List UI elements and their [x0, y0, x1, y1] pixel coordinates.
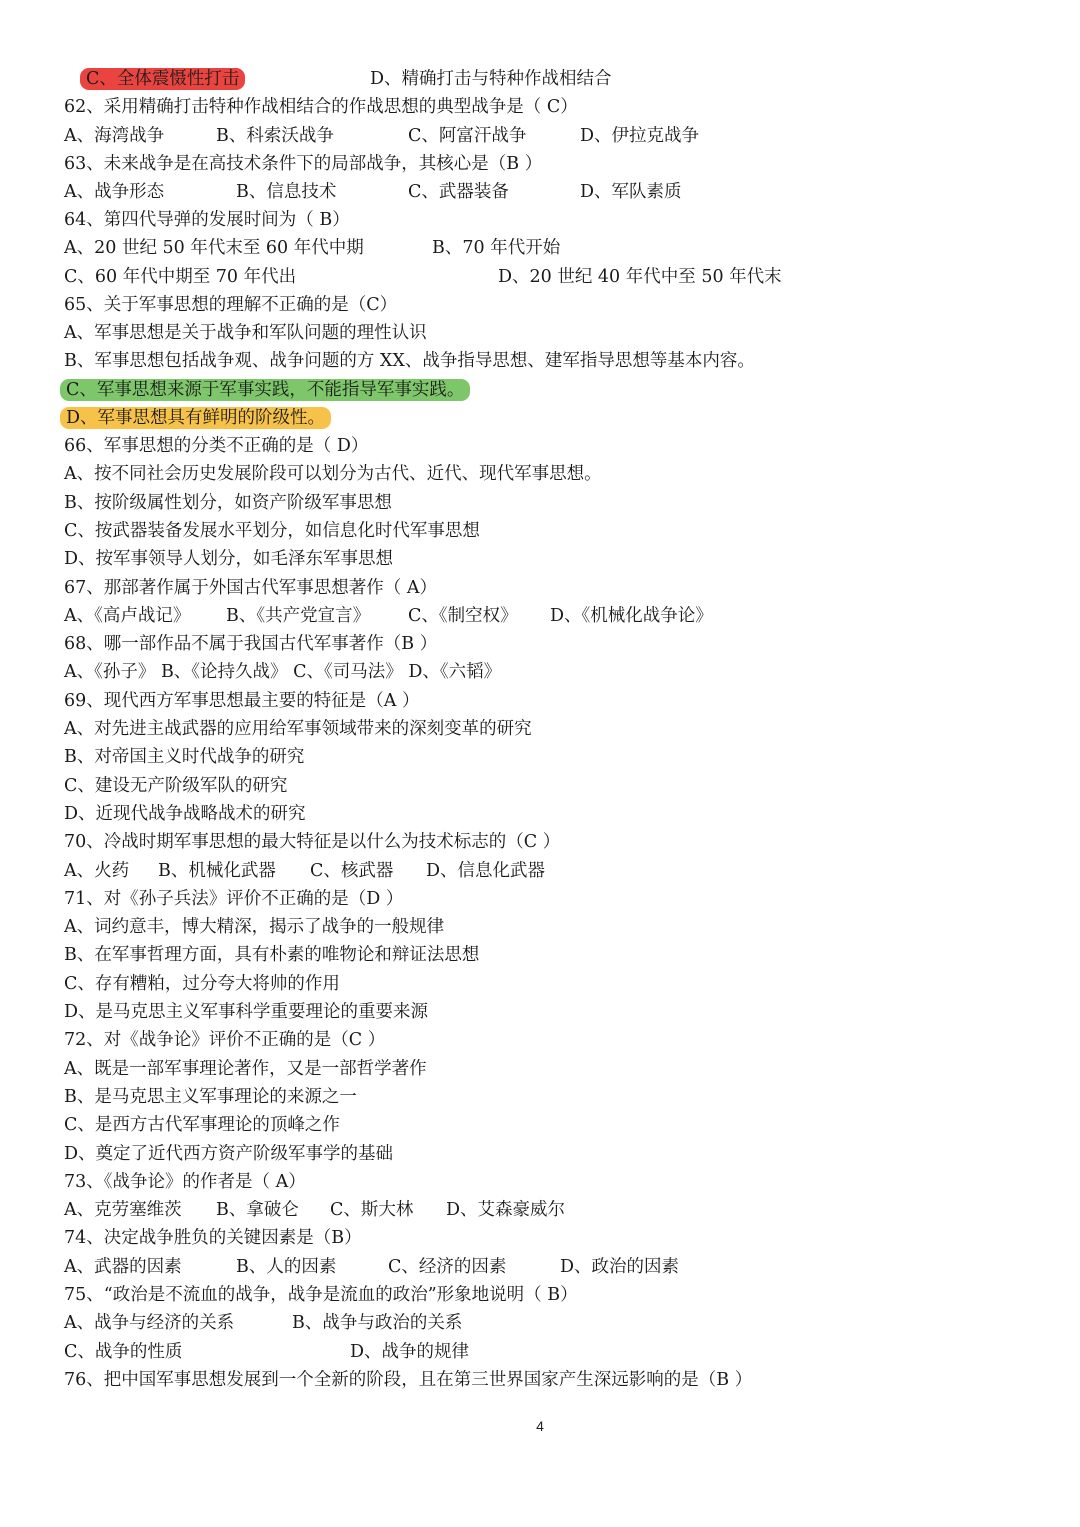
option-text: A、对先进主战武器的应用给军事领域带来的深刻变革的研究: [64, 719, 532, 739]
option-line: [64, 489, 392, 517]
question-text: 75、“政治是不流血的战争，战争是流血的政治”形象地说明（ B）: [64, 1285, 578, 1305]
option-line: [64, 65, 612, 93]
option-text: B、70 年代开始: [432, 238, 561, 258]
option-line: [64, 715, 532, 743]
option-text: A、军事思想是关于战争和军队问题的理性认识: [64, 323, 427, 343]
option-text: D、精确打击与特种作战相结合: [370, 69, 612, 89]
question-line: [64, 291, 398, 319]
option-line: [64, 1338, 470, 1366]
option-text: D、按军事领导人划分，如毛泽东军事思想: [64, 549, 394, 569]
option-text: B、科索沃战争: [216, 126, 334, 146]
option-text: D、军队素质: [580, 182, 682, 202]
option-text: C、建设无产阶级军队的研究: [64, 776, 288, 796]
option-line: [64, 263, 782, 291]
option-line: [64, 122, 700, 150]
option-text: A、战争与经济的关系: [64, 1313, 235, 1333]
option-text: A、克劳塞维茨: [64, 1200, 182, 1220]
option-text: B、军事思想包括战争观、战争问题的方 XX、战争指导思想、建军指导思想等基本内容。: [64, 351, 755, 371]
option-text: C、是西方古代军事理论的顶峰之作: [64, 1115, 340, 1135]
option-line: [64, 941, 480, 969]
question-text: 76、把中国军事思想发展到一个全新的阶段，且在第三世界国家产生深远影响的是（B ）: [64, 1370, 753, 1390]
option-text: C、存有糟粕，过分夸大将帅的作用: [64, 974, 340, 994]
option-text: A、《高卢战记》: [64, 606, 191, 626]
question-line: [64, 1281, 578, 1309]
option-text: B、在军事哲理方面，具有朴素的唯物论和辩证法思想: [64, 945, 480, 965]
option-text: D、战争的规律: [350, 1342, 470, 1362]
option-text: C、《制空权》: [408, 606, 518, 626]
option-text: C、核武器: [310, 861, 394, 881]
option-line: [64, 970, 340, 998]
option-line: [64, 178, 682, 206]
option-text: A、海湾战争: [64, 126, 165, 146]
option-text: C、阿富汗战争: [408, 126, 527, 146]
option-line: [64, 998, 429, 1026]
question-line: [64, 630, 438, 658]
question-line: [64, 828, 561, 856]
option-text: D、20 世纪 40 年代中至 50 年代末: [498, 267, 782, 287]
question-text: 63、未来战争是在高技术条件下的局部战争，其核心是（B ）: [64, 154, 543, 174]
question-line: [64, 687, 420, 715]
option-line: [64, 658, 502, 686]
option-line: [64, 1309, 463, 1337]
question-line: [64, 1366, 753, 1394]
option-text: A、战争形态: [64, 182, 165, 202]
option-text: C、60 年代中期至 70 年代出: [64, 267, 297, 287]
option-line: [64, 1083, 357, 1111]
question-line: [64, 432, 369, 460]
option-text: A、既是一部军事理论著作，又是一部哲学著作: [64, 1059, 427, 1079]
option-text: D、政治的因素: [560, 1257, 680, 1277]
option-line: [64, 1055, 427, 1083]
option-text: D、近现代战争战略战术的研究: [64, 804, 306, 824]
option-line: [64, 1140, 394, 1168]
highlighted-option: D、军事思想具有鲜明的阶级性。: [60, 407, 331, 429]
question-line: [64, 206, 350, 234]
question-line: [64, 1026, 386, 1054]
question-text: 69、现代西方军事思想最主要的特征是（A ）: [64, 691, 420, 711]
option-text: A、词约意丰，博大精深，揭示了战争的一般规律: [64, 917, 445, 937]
option-line: [64, 602, 713, 630]
question-text: 72、对《战争论》评价不正确的是（C ）: [64, 1030, 386, 1050]
question-text: 71、对《孙子兵法》评价不正确的是（D ）: [64, 889, 404, 909]
option-text: D、信息化武器: [426, 861, 546, 881]
option-line: [64, 404, 326, 432]
option-text: A、20 世纪 50 年代末至 60 年代中期: [64, 238, 364, 258]
highlighted-option: C、军事思想来源于军事实践，不能指导军事实践。: [60, 379, 470, 401]
option-text: B、对帝国主义时代战争的研究: [64, 747, 305, 767]
question-text: 73、《战争论》的作者是（ A）: [64, 1172, 306, 1192]
option-text: D、艾森豪威尔: [446, 1200, 566, 1220]
option-line: [64, 1111, 340, 1139]
option-line: [64, 517, 480, 545]
option-text: B、机械化武器: [158, 861, 276, 881]
option-text: D、奠定了近代西方资产阶级军事学的基础: [64, 1144, 394, 1164]
question-line: [64, 885, 404, 913]
question-text: 74、决定战争胜负的关键因素是（B）: [64, 1228, 362, 1248]
option-text: B、按阶级属性划分，如资产阶级军事思想: [64, 493, 392, 513]
option-line: [64, 772, 288, 800]
option-text: D、《机械化战争论》: [550, 606, 713, 626]
option-text: C、战争的性质: [64, 1342, 183, 1362]
highlighted-option: C、全体震慑性打击: [80, 68, 245, 90]
option-line: [64, 1253, 680, 1281]
question-line: [64, 1224, 362, 1252]
question-text: 64、第四代导弹的发展时间为（ B）: [64, 210, 350, 230]
option-line: [64, 545, 394, 573]
option-text: A、火药: [64, 861, 130, 881]
option-text: A、按不同社会历史发展阶段可以划分为古代、近代、现代军事思想。: [64, 464, 602, 484]
option-text: B、是马克思主义军事理论的来源之一: [64, 1087, 357, 1107]
option-text: D、伊拉克战争: [580, 126, 700, 146]
option-line: [64, 743, 305, 771]
option-line: [64, 347, 755, 375]
option-line: [64, 913, 445, 941]
option-line: [64, 1196, 566, 1224]
option-line: [64, 319, 427, 347]
option-text: A、《孙子》 B、《论持久战》 C、《司马法》 D、《六韬》: [64, 662, 502, 682]
option-line: [64, 857, 546, 885]
option-text: B、人的因素: [236, 1257, 337, 1277]
question-text: 70、冷战时期军事思想的最大特征是以什么为技术标志的（C ）: [64, 832, 561, 852]
option-line: [64, 800, 306, 828]
option-text: A、武器的因素: [64, 1257, 182, 1277]
page-number: 4: [536, 1418, 544, 1434]
question-text: 67、那部著作属于外国古代军事思想著作（ A）: [64, 578, 437, 598]
option-text: C、武器装备: [408, 182, 509, 202]
option-line: [64, 460, 602, 488]
question-line: [64, 574, 437, 602]
option-text: C、经济的因素: [388, 1257, 507, 1277]
question-text: 66、军事思想的分类不正确的是（ D）: [64, 436, 369, 456]
option-line: [64, 376, 465, 404]
option-text: B、拿破仑: [216, 1200, 299, 1220]
option-text: C、斯大林: [330, 1200, 414, 1220]
option-text: B、战争与政治的关系: [292, 1313, 463, 1333]
question-text: 65、关于军事思想的理解不正确的是（C）: [64, 295, 398, 315]
option-text: D、是马克思主义军事科学重要理论的重要来源: [64, 1002, 429, 1022]
question-line: [64, 1168, 306, 1196]
question-line: [64, 150, 543, 178]
question-text: 62、采用精确打击特种作战相结合的作战思想的典型战争是（ C）: [64, 97, 578, 117]
option-line: [64, 234, 561, 262]
option-text: B、信息技术: [236, 182, 337, 202]
question-text: 68、哪一部作品不属于我国古代军事著作（B ）: [64, 634, 438, 654]
option-text: C、按武器装备发展水平划分，如信息化时代军事思想: [64, 521, 480, 541]
option-text: B、《共产党宣言》: [226, 606, 371, 626]
question-line: [64, 93, 578, 121]
